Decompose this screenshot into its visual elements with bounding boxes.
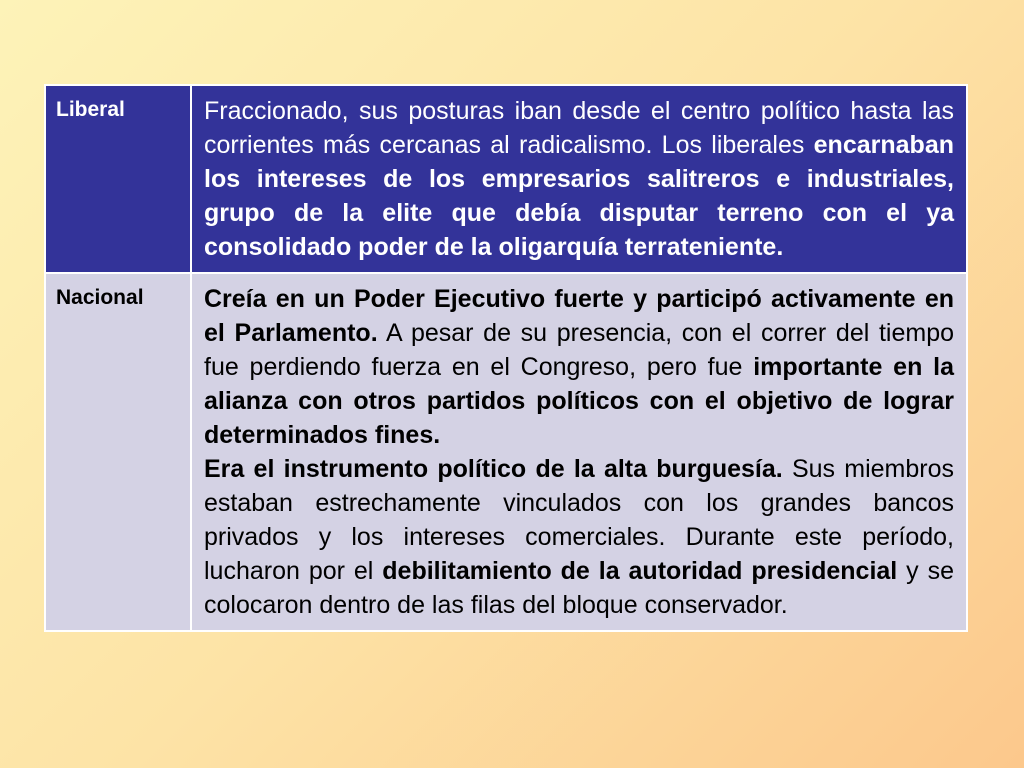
text-run: Fraccionado, sus posturas iban desde el centro político hasta las corrientes más cercanas al radicalismo. Los liberales — [204, 97, 954, 159]
table-row-liberal — [45, 85, 967, 273]
text-run-bold: encarnaban los intereses de los empresarios salitreros e industriales, grupo de la elite que debía disputar terreno con el ya consolidado poder de la oligarquía terrateniente. — [204, 131, 954, 261]
paragraph — [204, 452, 954, 622]
text-run-bold: importante en la alianza con otros partidos políticos con el objetivo de lograr determinados fines. — [204, 353, 954, 449]
text-run: A pesar de su presencia, con el correr del tiempo fue perdiendo fuerza en el Congreso, pero fue — [204, 319, 954, 381]
parties-table — [44, 84, 968, 632]
table-row-nacional — [45, 273, 967, 631]
text-run: Sus miembros estaban estrechamente vinculados con los grandes bancos privados y los intereses comerciales. Durante este período, lucharon por el — [204, 455, 955, 585]
party-description-liberal — [191, 85, 967, 273]
party-name-liberal: Liberal — [45, 85, 191, 273]
text-run-bold: Era el instrumento político de la alta burguesía. — [204, 455, 783, 483]
text-run-bold: Creía en un Poder Ejecutivo fuerte y participó activamente en el Parlamento. — [204, 285, 954, 347]
party-description-nacional — [191, 273, 967, 631]
text-run-bold: debilitamiento de la autoridad presidencial — [382, 557, 898, 585]
paragraph — [204, 282, 954, 452]
party-name-nacional: Nacional — [45, 273, 191, 631]
paragraph — [204, 94, 954, 264]
text-run: y se colocaron dentro de las filas del bloque conservador. — [204, 557, 955, 619]
